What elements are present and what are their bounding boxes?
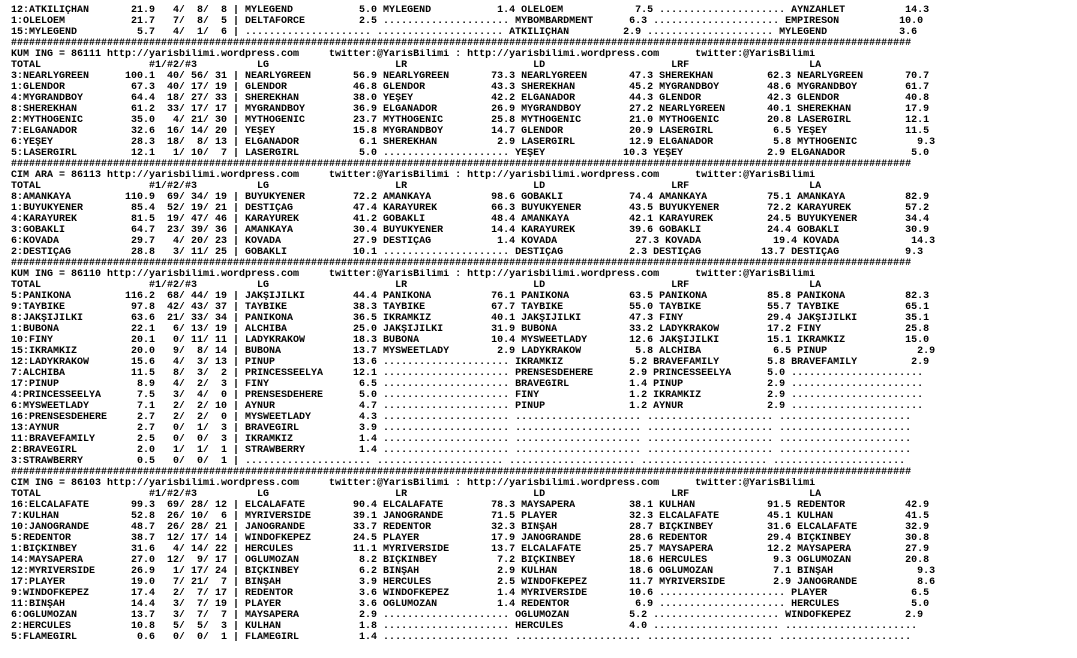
result-row: 7:ALCHIBA 11.5 8/ 3/ 2 | PRINCESSEELYA 12.1 ..................... PRENSESDEHERE 2.9 PRINCESSEELYA 5.0 ......................: [11, 368, 924, 379]
result-row: 9:WINDOFKEPEZ 17.4 2/ 7/ 17 | REDENTOR 3.6 WINDOFKEPEZ 1.4 MYRIVERSIDE 10.6 ..................... PLAYER 6.5: [11, 588, 930, 599]
column-header-line: TOTAL #1/#2/#3 LG LR LD LRF LA: [11, 280, 822, 291]
result-row: 5:LASERGIRL 12.1 1/ 10/ 7 | LASERGIRL 5.0 ..................... YEŞEY 10.3 YEŞEY 2.9 ELGANADOR 5.0: [11, 148, 930, 159]
result-row: 4:PRINCESSEELYA 7.5 3/ 4/ 0 | PRENSESDEHERE 5.0 ..................... FINY 1.2 İKRAMKIZ 2.9 ......................: [11, 390, 924, 401]
result-row: 1:BÜYÜKYENER 85.4 52/ 19/ 21 | DESTİÇAĞ 47.4 KARAYÜREK 66.3 BÜYÜKYENER 43.5 BÜYÜKYENER 72.2 KARAYÜREK 57.2: [11, 203, 930, 214]
result-row: 8:SHEREKHAN 61.2 33/ 17/ 17 | MYGRANDBOY 36.9 ELGANADOR 26.9 MYGRANDBOY 27.2 NEARLYGREEN 40.1 SHEREKHAN 17.9: [11, 104, 930, 115]
result-row: 6:KOVADA 29.7 4/ 20/ 23 | KOVADA 27.9 DESTİÇAĞ 1.4 KOVADA 27.3 KOVADA 19.4 KOVADA 14.3: [11, 236, 936, 247]
result-row: 1:GLENDOR 67.3 40/ 17/ 19 | GLENDOR 46.8 GLENDOR 43.3 SHEREKHAN 45.2 MYGRANDBOY 48.6 MYGRANDBOY 61.7: [11, 82, 930, 93]
result-row: 1:BIÇKINBEY 31.6 4/ 14/ 22 | HERCULES 11.1 MYRIVERSIDE 13.7 ELCALAFATE 25.7 MAYSAPERA 12.2 MAYSAPERA 27.9: [11, 544, 930, 555]
result-row: 17:PINUP 8.9 4/ 2/ 3 | FINY 6.5 ..................... BRAVEGIRL 1.4 PINUP 2.9 ......................: [11, 379, 924, 390]
result-row: 13:AYNUR 2.7 0/ 1/ 3 | BRAVEGIRL 3.9 ..................... ..................... ..................... ......................: [11, 423, 912, 434]
result-row: 2:HERCULES 10.8 5/ 5/ 3 | KÜLHAN 1.8 ..................... HERCULES 4.0 ..................... ......................: [11, 621, 918, 632]
result-row: 10:FINY 20.1 0/ 11/ 11 | LADYKRAKOW 18.3 BUBONA 10.4 MYSWEETLADY 12.6 JAKŞIJILKI 15.1 İKRAMKIZ 15.0: [11, 335, 930, 346]
result-row: 1:OLELOEM 21.7 7/ 8/ 5 | DELTAFORCE 2.5 ..................... MYBOMBARDMENT 6.3 ..................... EMPIRESON 10.0: [11, 16, 924, 27]
separator-line: ######################################################################################################################################################: [11, 159, 912, 170]
result-row: 11:BRAVEFAMILY 2.5 0/ 0/ 3 | İKRAMKIZ 1.4 ..................... ..................... ..................... ......................: [11, 434, 912, 445]
result-row: 8:JAKŞIJILKI 63.6 21/ 33/ 34 | PANIKONA 36.5 İKRAMKIZ 40.1 JAKŞIJILKI 47.3 FINY 29.4 JAKŞIJILKI 35.1: [11, 313, 930, 324]
result-row: 7:KÜLHAN 52.8 26/ 10/ 6 | MYRIVERSIDE 39.1 JANOGRANDE 71.5 PLAYER 32.3 ELCALAFATE 45.1 KÜLHAN 41.5: [11, 511, 930, 522]
result-row: 17:PLAYER 19.0 7/ 21/ 7 | BİNŞAH 3.9 HERCULES 2.5 WINDOFKEPEZ 11.7 MYRIVERSIDE 2.9 JANOGRANDE 8.6: [11, 577, 936, 588]
result-row: 5:PANIKONA 116.2 68/ 44/ 19 | JAKŞIJILKI 44.4 PANIKONA 76.1 PANIKONA 63.5 PANIKONA 85.8 PANIKONA 82.3: [11, 291, 930, 302]
race-header-line: CIM ING = 86103 http://yarisbilimi.wordpress.com twitter:@YarisBilimi : http://yarisbilimi.wordpress.com twitter:@YarisBilimi: [11, 478, 816, 489]
result-row: 2:BRAVEGIRL 2.0 1/ 1/ 1 | STRAWBERRY 1.4 ..................... ..................... ..................... ......................: [11, 445, 912, 456]
result-row: 6:OĞLUMOZAN 13.7 3/ 7/ 7 | MAYSAPERA 2.9 ..................... OĞLUMOZAN 5.2 ..................... WINDOFKEPEZ 2.9: [11, 610, 924, 621]
result-row: 4:MYGRANDBOY 64.4 18/ 27/ 33 | SHEREKHAN 38.0 YEŞEY 42.2 ELGANADOR 44.3 GLENDOR 42.3 GLENDOR 40.8: [11, 93, 930, 104]
result-row: 16:ELCALAFATE 99.3 69/ 28/ 12 | ELCALAFATE 90.4 ELCALAFATE 78.3 MAYSAPERA 38.1 KÜLHAN 91.5 REDENTOR 42.9: [11, 500, 930, 511]
result-row: 1:BUBONA 22.1 6/ 13/ 19 | ALCHIBA 25.0 JAKŞIJILKI 31.9 BUBONA 33.2 LADYKRAKOW 17.2 FINY 25.8: [11, 324, 930, 335]
result-row: 10:JANOGRANDE 48.7 26/ 28/ 21 | JANOGRANDE 33.7 REDENTOR 32.3 BİNŞAH 28.7 BIÇKINBEY 31.6 ELCALAFATE 32.9: [11, 522, 930, 533]
result-row: 11:BİNŞAH 14.4 3/ 7/ 19 | PLAYER 3.6 OĞLUMOZAN 1.4 REDENTOR 6.9 ..................... HERCULES 5.0: [11, 599, 930, 610]
result-row: 12:ATKILIÇHAN 21.9 4/ 8/ 8 | MYLEGEND 5.0 MYLEGEND 1.4 OLELOEM 7.5 ..................... AYNZAHLET 14.3: [11, 5, 930, 16]
result-row: 3:GOBAKLI 64.7 23/ 39/ 36 | AMANKAYA 30.4 BÜYÜKYENER 14.4 KARAYÜREK 39.6 GOBAKLI 24.4 GOBAKLI 30.9: [11, 225, 930, 236]
race-header-line: KUM ING = 86111 http://yarisbilimi.wordpress.com twitter:@YarisBilimi : http://yarisbilimi.wordpress.com twitter:@YarisBilimi: [11, 49, 816, 60]
result-row: 7:ELGANADOR 32.6 16/ 14/ 20 | YEŞEY 15.8 MYGRANDBOY 14.7 GLENDOR 20.9 LASERGIRL 6.5 YEŞEY 11.5: [11, 126, 930, 137]
separator-line: ######################################################################################################################################################: [11, 38, 912, 49]
column-header-line: TOTAL #1/#2/#3 LG LR LD LRF LA: [11, 181, 822, 192]
result-row: 9:TAYBIKE 97.8 42/ 43/ 37 | TAYBIKE 38.3 TAYBIKE 67.7 TAYBIKE 55.0 TAYBIKE 55.7 TAYBIKE 65.1: [11, 302, 930, 313]
result-row: 14:MAYSAPERA 27.0 12/ 9/ 17 | OĞLUMOZAN 8.2 BIÇKINBEY 7.2 BIÇKINBEY 18.6 HERCULES 9.3 OĞLUMOZAN 20.8: [11, 555, 930, 566]
result-row: 12:LADYKRAKOW 15.6 4/ 3/ 13 | PINUP 13.6 ..................... İKRAMKIZ 5.2 BRAVEFAMILY 5.8 BRAVEFAMILY 2.9: [11, 357, 930, 368]
result-row: 6:MYSWEETLADY 7.1 2/ 2/ 10 | AYNUR 4.7 ..................... PINUP 1.2 AYNUR 2.9 ......................: [11, 401, 924, 412]
result-row: 16:PRENSESDEHERE 2.7 2/ 2/ 0 | MYSWEETLADY 4.3 ..................... ..................... ..................... ......................: [11, 412, 912, 423]
result-row: 5:FLAMEGIRL 0.6 0/ 0/ 1 | FLAMEGIRL 1.4 ..................... ..................... ..................... ......................: [11, 632, 912, 643]
column-header-line: TOTAL #1/#2/#3 LG LR LD LRF LA: [11, 60, 822, 71]
result-row: 3:NEARLYGREEN 100.1 40/ 56/ 31 | NEARLYGREEN 56.9 NEARLYGREEN 73.3 NEARLYGREEN 47.3 SHEREKHAN 62.3 NEARLYGREEN 70.7: [11, 71, 930, 82]
result-row: 8:AMANKAYA 110.9 69/ 34/ 19 | BÜYÜKYENER 72.2 AMANKAYA 98.6 GOBAKLI 74.4 AMANKAYA 75.1 AMANKAYA 82.9: [11, 192, 930, 203]
race-stats-document: [11, 5, 1073, 655]
separator-line: ######################################################################################################################################################: [11, 467, 912, 478]
result-row: 5:REDENTOR 38.7 12/ 17/ 14 | WINDOFKEPEZ 24.5 PLAYER 17.9 JANOGRANDE 28.6 REDENTOR 29.4 BIÇKINBEY 30.8: [11, 533, 930, 544]
race-header-line: KUM ING = 86110 http://yarisbilimi.wordpress.com twitter:@YarisBilimi : http://yarisbilimi.wordpress.com twitter:@YarisBilimi: [11, 269, 816, 280]
column-header-line: TOTAL #1/#2/#3 LG LR LD LRF LA: [11, 489, 822, 500]
result-row: 6:YEŞEY 28.3 18/ 8/ 13 | ELGANADOR 6.1 SHEREKHAN 2.9 LASERGIRL 12.9 ELGANADOR 5.8 MYTHOGENIC 9.3: [11, 137, 936, 148]
result-row: 2:DESTİÇAĞ 28.8 3/ 11/ 25 | GOBAKLI 10.1 ..................... DESTİÇAĞ 2.3 DESTİÇAĞ 13.7 DESTİÇAĞ 9.3: [11, 247, 924, 258]
separator-line: ######################################################################################################################################################: [11, 258, 912, 269]
result-row: 2:MYTHOGENIC 35.0 4/ 21/ 30 | MYTHOGENIC 23.7 MYTHOGENIC 25.8 MYTHOGENIC 21.0 MYTHOGENIC 20.8 LASERGIRL 12.1: [11, 115, 930, 126]
result-row: 15:MYLEGEND 5.7 4/ 1/ 6 | ..................... ..................... ATKILIÇHAN 2.9 ..................... MYLEGEND 3.6: [11, 27, 918, 38]
result-row: 12:MYRIVERSIDE 26.9 1/ 17/ 24 | BIÇKINBEY 6.2 BİNŞAH 2.9 KÜLHAN 18.6 OĞLUMOZAN 7.1 BİNŞAH 9.3: [11, 566, 936, 577]
race-header-line: CIM ARA = 86113 http://yarisbilimi.wordpress.com twitter:@YarisBilimi : http://yarisbilimi.wordpress.com twitter:@YarisBilimi: [11, 170, 816, 181]
result-row: 3:STRAWBERRY 0.5 0/ 0/ 1 | ..................... ..................... ..................... ..................... ......................: [11, 456, 906, 467]
result-row: 15:İKRAMKIZ 20.0 9/ 8/ 14 | BUBONA 13.7 MYSWEETLADY 2.9 LADYKRAKOW 5.8 ALCHIBA 6.5 PINUP 2.9: [11, 346, 936, 357]
result-row: 4:KARAYÜREK 81.5 19/ 47/ 46 | KARAYÜREK 41.2 GOBAKLI 48.4 AMANKAYA 42.1 KARAYÜREK 24.5 BÜYÜKYENER 34.4: [11, 214, 930, 225]
